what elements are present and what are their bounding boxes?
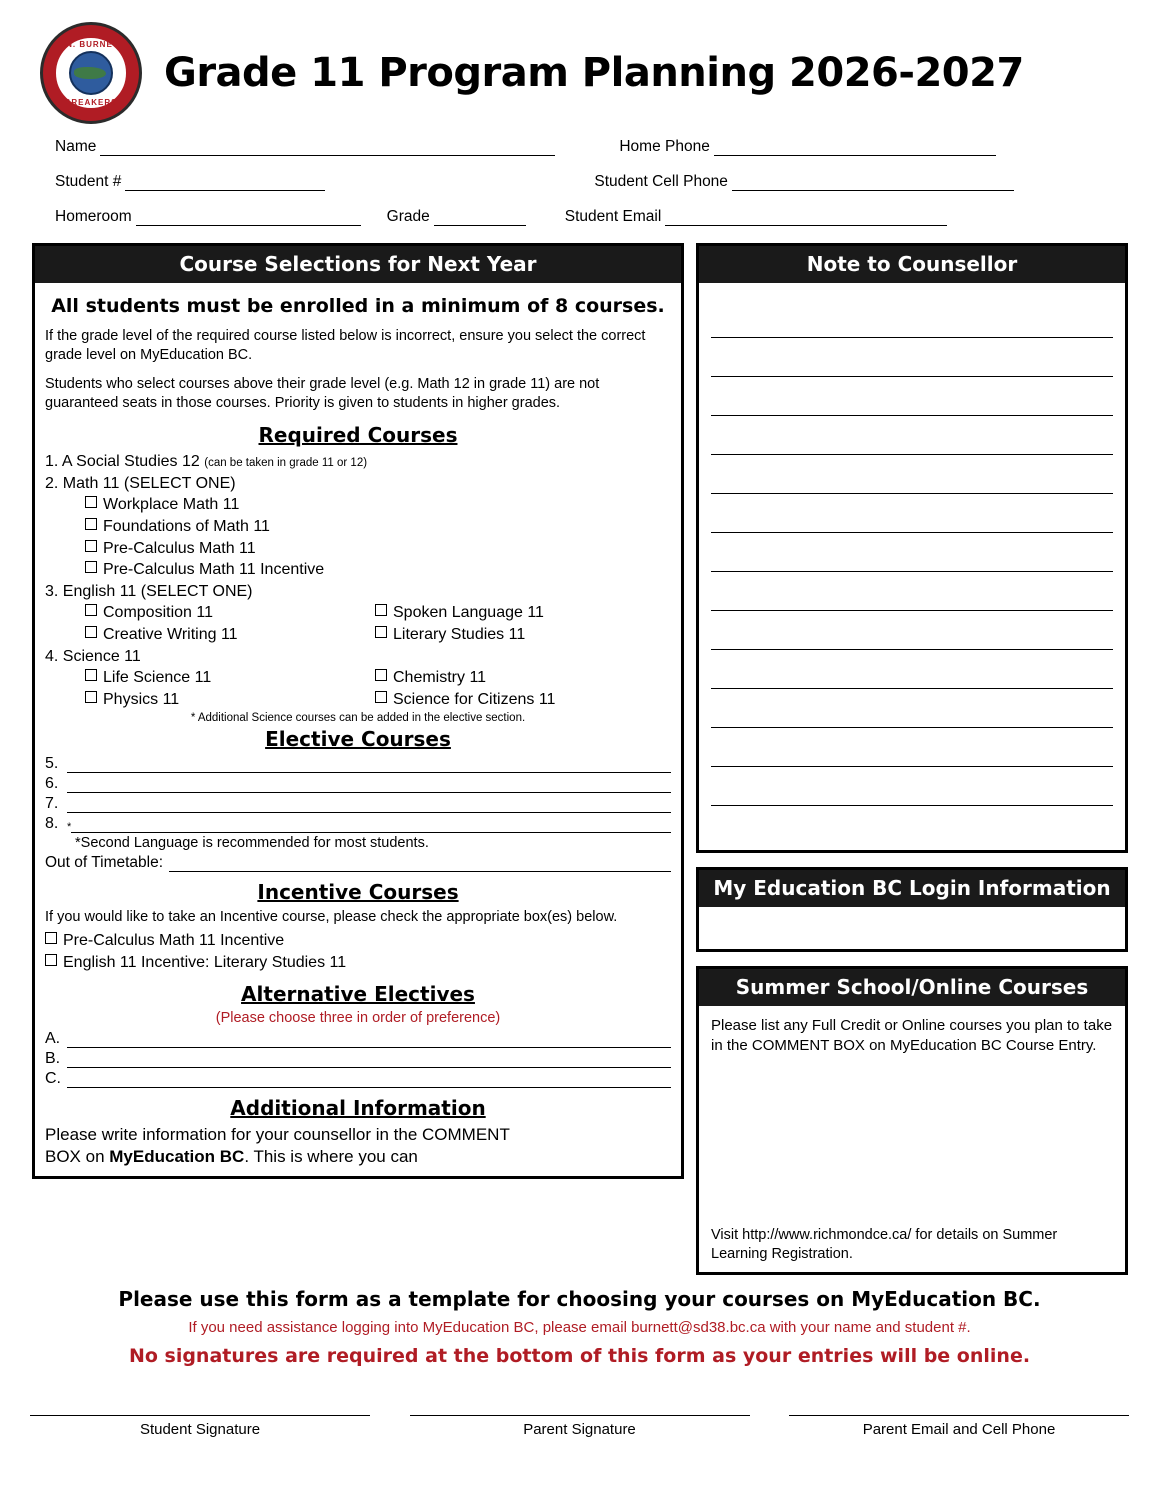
checkbox-icon[interactable] <box>85 626 97 638</box>
alternative-input-a[interactable] <box>67 1032 671 1048</box>
option-label: Chemistry 11 <box>393 669 487 687</box>
out-of-timetable-row <box>45 854 671 872</box>
note-line[interactable] <box>711 338 1113 377</box>
elective-line-5 <box>45 755 671 773</box>
elective-input-7[interactable] <box>67 797 671 813</box>
checkbox-icon[interactable] <box>375 604 387 616</box>
option-label: Science for Citizens 11 <box>393 690 556 708</box>
alternative-line-b <box>45 1050 671 1068</box>
required-item-english-header: 3. English 11 (SELECT ONE) <box>45 582 253 600</box>
additional-line-2 <box>45 1146 671 1168</box>
elective-lines <box>45 755 671 833</box>
summer-school-visit-note: Visit http://www.richmondce.ca/ for details on Summer Learning Registration. <box>711 1227 1058 1263</box>
checkbox-icon[interactable] <box>45 954 57 966</box>
elective-line-8 <box>45 815 671 833</box>
checkbox-composition-11[interactable] <box>85 602 375 624</box>
note-line[interactable] <box>711 299 1113 338</box>
info-row-homeroom-grade-email <box>55 208 1124 226</box>
alternative-input-b[interactable] <box>67 1052 671 1068</box>
course-selections-body <box>35 283 681 1176</box>
checkbox-icon[interactable] <box>375 691 387 703</box>
asterisk-marker: * <box>67 820 72 833</box>
left-column <box>32 243 684 1179</box>
signature-caption: Student Signature <box>139 1421 261 1438</box>
english-options-left <box>85 602 375 645</box>
checkbox-literary-studies-11[interactable] <box>375 624 671 646</box>
info-row-name-phone <box>55 138 1124 156</box>
option-label: Life Science 11 <box>103 669 212 687</box>
science-additional-note: * Additional Science courses can be added in the elective section. <box>190 712 526 725</box>
checkbox-spoken-language-11[interactable] <box>375 602 671 624</box>
note-line[interactable] <box>711 377 1113 416</box>
out-of-timetable-label: Out of Timetable: <box>45 853 164 871</box>
required-courses-heading: Required Courses <box>258 423 458 448</box>
additional-line-2-post: . This is where you can <box>244 1146 418 1166</box>
label-student-email: Student Email <box>564 208 662 225</box>
checkbox-icon[interactable] <box>45 932 57 944</box>
alternative-letter: B. <box>45 1049 61 1067</box>
main-content <box>0 243 1159 1275</box>
checkbox-icon[interactable] <box>375 626 387 638</box>
alternative-letter: A. <box>45 1029 61 1047</box>
info-row-studentnum-cell <box>55 173 1124 191</box>
label-homeroom: Homeroom <box>55 208 132 225</box>
option-label: Literary Studies 11 <box>393 625 526 643</box>
signature-line[interactable] <box>789 1415 1129 1416</box>
above-grade-note: Students who select courses above their grade level (e.g. Math 12 in grade 11) are not guaranteed seats in those courses. Priority is given to students in higher grades. <box>45 376 600 411</box>
login-info-panel <box>696 867 1128 952</box>
elective-number: 6. <box>45 774 59 792</box>
course-selections-title: Course Selections for Next Year <box>35 246 681 283</box>
checkbox-icon[interactable] <box>85 604 97 616</box>
incentive-options <box>45 930 671 973</box>
note-line[interactable] <box>711 806 1113 844</box>
footer-no-signatures-note: No signatures are required at the bottom of this form as your entries will be online. <box>128 1345 1031 1367</box>
note-to-counsellor-title: Note to Counsellor <box>699 246 1125 283</box>
summer-school-instructions: Please list any Full Credit or Online courses you plan to take in the COMMENT BOX on MyEducation BC Course Entry. <box>711 1017 1113 1054</box>
note-line[interactable] <box>711 416 1113 455</box>
page-footer <box>0 1287 1159 1438</box>
option-label: English 11 Incentive: Literary Studies 11 <box>63 953 347 971</box>
note-line[interactable] <box>711 728 1113 767</box>
option-label: Physics 11 <box>103 690 180 708</box>
elective-number: 5. <box>45 754 59 772</box>
required-item-social-studies-label: 1. A Social Studies 12 <box>45 453 200 471</box>
student-info-fields <box>0 138 1159 226</box>
signature-line[interactable] <box>30 1415 370 1416</box>
signature-parent <box>410 1415 750 1438</box>
second-language-note: *Second Language is recommended for most students. <box>75 834 429 851</box>
required-item-social-studies <box>45 451 671 473</box>
logo-globe-icon <box>69 51 113 95</box>
signature-caption: Parent Signature <box>523 1421 636 1438</box>
checkbox-physics-11[interactable] <box>85 689 375 711</box>
elective-input-5[interactable] <box>67 757 671 773</box>
signature-parent-contact <box>789 1415 1129 1438</box>
checkbox-precalculus-math-11[interactable] <box>85 538 671 560</box>
input-home-phone[interactable] <box>714 139 996 156</box>
footer-assistance-note: If you need assistance logging into MyEducation BC, please email burnett@sd38.bc.ca with your name and student #. <box>188 1319 971 1336</box>
note-line[interactable] <box>711 650 1113 689</box>
signature-student <box>30 1415 370 1438</box>
science-options <box>45 667 671 710</box>
alternative-electives-subtitle: (Please choose three in order of preference) <box>215 1009 501 1026</box>
checkbox-icon[interactable] <box>85 518 97 530</box>
note-line[interactable] <box>711 611 1113 650</box>
logo-bottom-text: BREAKERS <box>64 98 118 107</box>
out-of-timetable-input[interactable] <box>169 856 671 872</box>
label-home-phone: Home Phone <box>619 138 710 155</box>
english-options <box>45 602 671 645</box>
additional-information-text <box>45 1124 671 1168</box>
required-item-math-header: 2. Math 11 (SELECT ONE) <box>45 474 236 492</box>
login-info-title: My Education BC Login Information <box>699 870 1125 907</box>
checkbox-workplace-math-11[interactable] <box>85 494 671 516</box>
alternative-line-c <box>45 1070 671 1088</box>
input-grade[interactable] <box>434 209 526 226</box>
checkbox-life-science-11[interactable] <box>85 667 375 689</box>
checkbox-foundations-math-11[interactable] <box>85 516 671 538</box>
input-student-number[interactable] <box>125 174 325 191</box>
right-column <box>696 243 1128 1275</box>
summer-school-body <box>699 1006 1125 1272</box>
elective-number: 8. <box>45 814 59 832</box>
checkbox-icon[interactable] <box>85 540 97 552</box>
note-line[interactable] <box>711 689 1113 728</box>
page-header <box>0 0 1159 124</box>
signature-caption: Parent Email and Cell Phone <box>862 1421 1056 1438</box>
option-label: Creative Writing 11 <box>103 625 238 643</box>
checkbox-precalculus-math-11-incentive[interactable] <box>85 559 671 581</box>
checkbox-icon[interactable] <box>85 561 97 573</box>
option-label: Workplace Math 11 <box>103 496 240 514</box>
checkbox-icon[interactable] <box>85 691 97 703</box>
option-label: Pre-Calculus Math 11 Incentive <box>63 932 285 950</box>
label-student-cell-phone: Student Cell Phone <box>594 173 728 190</box>
checkbox-creative-writing-11[interactable] <box>85 624 375 646</box>
checkbox-incentive-english[interactable] <box>45 952 671 974</box>
option-label: Composition 11 <box>103 604 213 622</box>
note-to-counsellor-panel <box>696 243 1128 853</box>
signature-line[interactable] <box>410 1415 750 1416</box>
required-item-social-studies-note: (can be taken in grade 11 or 12) <box>204 457 368 470</box>
alternative-input-c[interactable] <box>67 1072 671 1088</box>
science-options-left <box>85 667 375 710</box>
option-label: Foundations of Math 11 <box>103 517 270 535</box>
alternative-letter: C. <box>45 1069 61 1087</box>
input-name[interactable] <box>100 139 555 156</box>
additional-line-2-bold: MyEducation BC <box>109 1146 245 1166</box>
footer-template-note: Please use this form as a template for choosing your courses on MyEducation BC. <box>118 1287 1041 1311</box>
input-student-cell-phone[interactable] <box>732 174 1014 191</box>
note-line[interactable] <box>711 572 1113 611</box>
login-info-input-area[interactable] <box>699 907 1125 949</box>
course-selections-panel <box>32 243 684 1179</box>
elective-number: 7. <box>45 794 59 812</box>
school-crest-logo <box>40 22 142 124</box>
label-student-number: Student # <box>55 173 122 190</box>
alternative-lines <box>45 1030 671 1088</box>
required-courses-list <box>45 451 671 727</box>
input-student-email[interactable] <box>665 209 947 226</box>
note-line[interactable] <box>711 455 1113 494</box>
elective-input-8[interactable] <box>71 817 671 833</box>
label-grade: Grade <box>386 208 430 225</box>
alternative-line-a <box>45 1030 671 1048</box>
incentive-note: If you would like to take an Incentive course, please check the appropriate box(es) below. <box>45 908 618 925</box>
summer-school-panel <box>696 966 1128 1275</box>
note-line[interactable] <box>711 767 1113 806</box>
grade-level-note: If the grade level of the required course listed below is incorrect, ensure you select the correct grade level on MyEducation BC. <box>45 328 646 363</box>
checkbox-science-for-citizens-11[interactable] <box>375 689 671 711</box>
english-options-right <box>375 602 671 645</box>
checkbox-icon[interactable] <box>85 669 97 681</box>
option-label: Spoken Language 11 <box>393 604 544 622</box>
signature-row <box>0 1415 1159 1438</box>
additional-line-2-pre: BOX on <box>45 1146 110 1166</box>
additional-information-heading: Additional Information <box>230 1095 486 1120</box>
summer-school-title: Summer School/Online Courses <box>699 969 1125 1006</box>
checkbox-icon[interactable] <box>85 496 97 508</box>
note-line[interactable] <box>711 494 1113 533</box>
checkbox-incentive-precalc[interactable] <box>45 930 671 952</box>
logo-top-text: J.N. BURNETT <box>57 40 125 49</box>
required-item-science-header: 4. Science 11 <box>45 647 141 665</box>
checkbox-chemistry-11[interactable] <box>375 667 671 689</box>
label-name: Name <box>55 138 97 155</box>
note-line[interactable] <box>711 533 1113 572</box>
checkbox-icon[interactable] <box>375 669 387 681</box>
math-options <box>45 494 671 580</box>
option-label: Pre-Calculus Math 11 Incentive <box>103 561 325 579</box>
incentive-courses-heading: Incentive Courses <box>257 879 459 904</box>
option-label: Pre-Calculus Math 11 <box>103 539 256 557</box>
note-to-counsellor-lines <box>699 283 1125 850</box>
page-title: Grade 11 Program Planning 2026-2027 <box>164 50 1024 96</box>
additional-line-1: Please write information for your counsellor in the COMMENT <box>45 1124 510 1144</box>
minimum-courses-statement: All students must be enrolled in a minimum of 8 courses. <box>51 295 665 317</box>
elective-input-6[interactable] <box>67 777 671 793</box>
alternative-electives-heading: Alternative Electives <box>241 981 475 1006</box>
science-options-right <box>375 667 671 710</box>
input-homeroom[interactable] <box>136 209 361 226</box>
elective-courses-heading: Elective Courses <box>265 726 451 751</box>
elective-line-7 <box>45 795 671 813</box>
elective-line-6 <box>45 775 671 793</box>
